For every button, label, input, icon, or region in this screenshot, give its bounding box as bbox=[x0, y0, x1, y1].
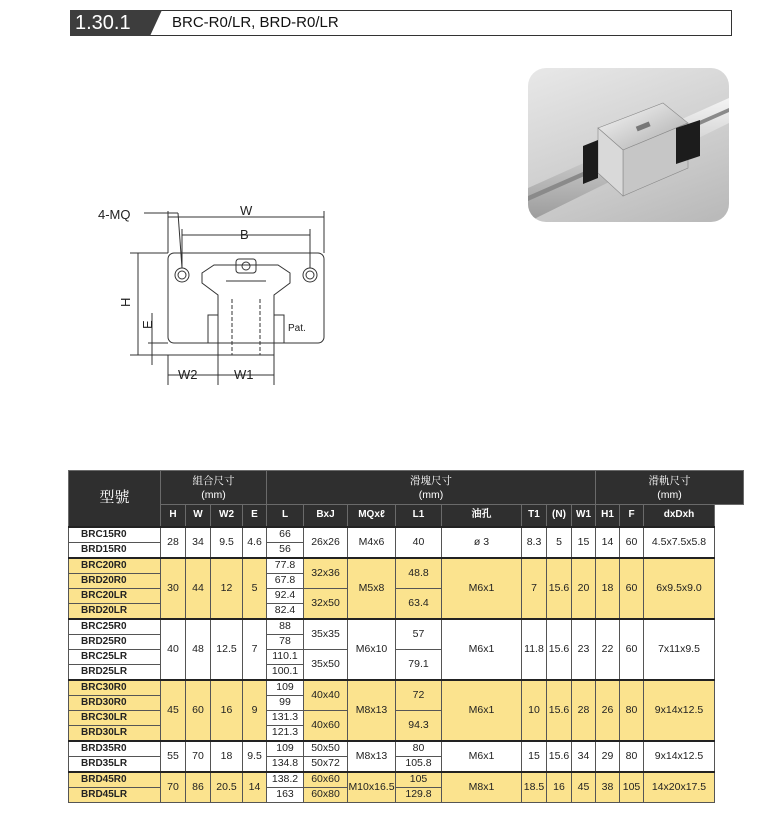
cell-w2: 20.5 bbox=[211, 772, 243, 803]
cell-l: 92.4 bbox=[267, 588, 304, 603]
cell-f: 80 bbox=[620, 741, 644, 772]
label-w2: W2 bbox=[178, 367, 198, 382]
cell-mq: M5x8 bbox=[348, 558, 396, 619]
th-col-9: T1 bbox=[522, 505, 547, 527]
th-col-0: H bbox=[161, 505, 186, 527]
cell-e: 7 bbox=[243, 619, 267, 680]
cell-t1: 11.8 bbox=[522, 619, 547, 680]
model-cell: BRC30R0 bbox=[69, 680, 161, 696]
cell-w1: 28 bbox=[572, 680, 596, 741]
cell-h: 70 bbox=[161, 772, 186, 803]
cell-l: 82.4 bbox=[267, 603, 304, 619]
section-number: 1.30.1 bbox=[70, 10, 150, 36]
model-cell: BRD30LR bbox=[69, 725, 161, 741]
table-row bbox=[69, 741, 744, 757]
cell-h1: 18 bbox=[596, 558, 620, 619]
cell-bxj: 32x50 bbox=[304, 588, 348, 619]
table-row bbox=[69, 527, 744, 543]
cell-l1: 57 bbox=[396, 619, 442, 650]
cell-dxdxh: 9x14x12.5 bbox=[644, 741, 715, 772]
cell-dxdxh: 14x20x17.5 bbox=[644, 772, 715, 803]
th-col-6: MQxℓ bbox=[348, 505, 396, 527]
section-number-slant bbox=[150, 10, 162, 36]
th-group-assembly-l2: (mm) bbox=[201, 488, 226, 501]
cell-dxdxh: 9x14x12.5 bbox=[644, 680, 715, 741]
cell-bxj: 50x50 bbox=[304, 741, 348, 757]
cell-e: 9.5 bbox=[243, 741, 267, 772]
model-cell: BRC20LR bbox=[69, 588, 161, 603]
label-h: H bbox=[118, 297, 133, 307]
cell-l: 138.2 bbox=[267, 772, 304, 788]
model-cell: BRC20R0 bbox=[69, 558, 161, 574]
linear-guide-image bbox=[528, 68, 729, 222]
th-group-rail bbox=[596, 471, 744, 505]
spec-table-body bbox=[69, 527, 744, 803]
cell-h1: 22 bbox=[596, 619, 620, 680]
cell-l: 67.8 bbox=[267, 573, 304, 588]
cell-bxj: 35x35 bbox=[304, 619, 348, 650]
th-col-5: BxJ bbox=[304, 505, 348, 527]
table-row bbox=[69, 680, 744, 696]
cell-w2: 12 bbox=[211, 558, 243, 619]
cross-section-drawing bbox=[90, 195, 350, 395]
model-cell: BRD45R0 bbox=[69, 772, 161, 788]
cell-h: 45 bbox=[161, 680, 186, 741]
th-group-block bbox=[267, 471, 596, 505]
label-pat: Pat. bbox=[288, 323, 306, 334]
cell-l1: 94.3 bbox=[396, 710, 442, 741]
th-group-block-l2: (mm) bbox=[418, 488, 444, 501]
cell-n: 16 bbox=[547, 772, 572, 803]
cell-f: 60 bbox=[620, 558, 644, 619]
cell-w1: 23 bbox=[572, 619, 596, 680]
cell-h1: 26 bbox=[596, 680, 620, 741]
page-title: BRC-R0/LR, BRD-R0/LR bbox=[172, 14, 339, 31]
cell-bxj: 32x36 bbox=[304, 558, 348, 589]
cell-dxdxh: 7x11x9.5 bbox=[644, 619, 715, 680]
th-group-assembly-l1: 組合尺寸 bbox=[192, 474, 235, 487]
cell-l: 134.8 bbox=[267, 756, 304, 772]
cell-oil: M6x1 bbox=[442, 558, 522, 619]
cell-w2: 12.5 bbox=[211, 619, 243, 680]
model-cell: BRD15R0 bbox=[69, 542, 161, 558]
cell-oil: ø 3 bbox=[442, 527, 522, 558]
cell-w2: 16 bbox=[211, 680, 243, 741]
label-b: B bbox=[240, 227, 249, 242]
cell-mq: M6x10 bbox=[348, 619, 396, 680]
cell-w: 34 bbox=[186, 527, 211, 558]
cell-h: 40 bbox=[161, 619, 186, 680]
cell-w1: 34 bbox=[572, 741, 596, 772]
cell-l1: 105.8 bbox=[396, 756, 442, 772]
th-col-10: (N) bbox=[547, 505, 572, 527]
cell-oil: M8x1 bbox=[442, 772, 522, 803]
model-cell: BRD45LR bbox=[69, 787, 161, 802]
model-cell: BRD35LR bbox=[69, 756, 161, 772]
cell-l1: 40 bbox=[396, 527, 442, 558]
cell-f: 105 bbox=[620, 772, 644, 803]
cell-w: 44 bbox=[186, 558, 211, 619]
cell-w: 48 bbox=[186, 619, 211, 680]
table-row bbox=[69, 558, 744, 574]
cell-l: 66 bbox=[267, 527, 304, 543]
cell-oil: M6x1 bbox=[442, 619, 522, 680]
cell-oil: M6x1 bbox=[442, 680, 522, 741]
cell-w2: 9.5 bbox=[211, 527, 243, 558]
label-e: E bbox=[140, 320, 155, 329]
cell-l1: 80 bbox=[396, 741, 442, 757]
cell-l: 131.3 bbox=[267, 710, 304, 725]
th-group-rail-l1: 滑軌尺寸 bbox=[648, 474, 691, 487]
cell-n: 5 bbox=[547, 527, 572, 558]
th-col-3: E bbox=[243, 505, 267, 527]
cell-n: 15.6 bbox=[547, 680, 572, 741]
cell-f: 60 bbox=[620, 527, 644, 558]
cell-l1: 105 bbox=[396, 772, 442, 788]
cell-bxj: 40x40 bbox=[304, 680, 348, 711]
cell-w1: 15 bbox=[572, 527, 596, 558]
cell-l: 100.1 bbox=[267, 664, 304, 680]
th-col-4: L bbox=[267, 505, 304, 527]
cell-bxj: 35x50 bbox=[304, 649, 348, 680]
model-cell: BRC25R0 bbox=[69, 619, 161, 635]
cell-bxj: 60x80 bbox=[304, 787, 348, 802]
cell-mq: M4x6 bbox=[348, 527, 396, 558]
column-header-row bbox=[69, 505, 744, 527]
th-group-block-l1: 滑塊尺寸 bbox=[410, 474, 452, 487]
th-group-assembly bbox=[161, 471, 267, 505]
cell-h: 28 bbox=[161, 527, 186, 558]
cell-l1: 63.4 bbox=[396, 588, 442, 619]
cell-w: 60 bbox=[186, 680, 211, 741]
cell-e: 9 bbox=[243, 680, 267, 741]
model-cell: BRC30LR bbox=[69, 710, 161, 725]
table-row bbox=[69, 619, 744, 635]
th-col-11: W1 bbox=[572, 505, 596, 527]
th-col-14: dxDxh bbox=[644, 505, 715, 527]
cell-l1: 129.8 bbox=[396, 787, 442, 802]
spec-table bbox=[68, 470, 744, 803]
th-col-2: W2 bbox=[211, 505, 243, 527]
cell-l: 109 bbox=[267, 680, 304, 696]
model-cell: BRD25LR bbox=[69, 664, 161, 680]
label-w: W bbox=[240, 203, 253, 218]
table-row bbox=[69, 772, 744, 788]
cell-t1: 10 bbox=[522, 680, 547, 741]
cell-h1: 38 bbox=[596, 772, 620, 803]
model-cell: BRC25LR bbox=[69, 649, 161, 664]
cell-t1: 15 bbox=[522, 741, 547, 772]
cell-h1: 29 bbox=[596, 741, 620, 772]
cell-dxdxh: 6x9.5x9.0 bbox=[644, 558, 715, 619]
cell-bxj: 40x60 bbox=[304, 710, 348, 741]
model-cell: BRD25R0 bbox=[69, 634, 161, 649]
cell-l1: 79.1 bbox=[396, 649, 442, 680]
cell-e: 14 bbox=[243, 772, 267, 803]
cell-f: 80 bbox=[620, 680, 644, 741]
model-cell: BRD35R0 bbox=[69, 741, 161, 757]
model-cell: BRD20R0 bbox=[69, 573, 161, 588]
cell-e: 4.6 bbox=[243, 527, 267, 558]
cell-oil: M6x1 bbox=[442, 741, 522, 772]
cell-bxj: 26x26 bbox=[304, 527, 348, 558]
th-group-rail-l2: (mm) bbox=[657, 488, 682, 501]
th-col-8: 油孔 bbox=[442, 505, 522, 527]
cell-w: 70 bbox=[186, 741, 211, 772]
cell-w: 86 bbox=[186, 772, 211, 803]
cell-l: 78 bbox=[267, 634, 304, 649]
cell-e: 5 bbox=[243, 558, 267, 619]
cell-h: 30 bbox=[161, 558, 186, 619]
th-col-13: F bbox=[620, 505, 644, 527]
cell-dxdxh: 4.5x7.5x5.8 bbox=[644, 527, 715, 558]
cell-l: 163 bbox=[267, 787, 304, 802]
th-model: 型號 bbox=[69, 471, 161, 527]
label-w1: W1 bbox=[234, 367, 254, 382]
cell-l: 99 bbox=[267, 695, 304, 710]
model-cell: BRD20LR bbox=[69, 603, 161, 619]
cell-n: 15.6 bbox=[547, 619, 572, 680]
th-col-1: W bbox=[186, 505, 211, 527]
cell-l: 77.8 bbox=[267, 558, 304, 574]
cell-l: 109 bbox=[267, 741, 304, 757]
cell-w1: 45 bbox=[572, 772, 596, 803]
product-photo bbox=[528, 68, 729, 222]
cell-mq: M8x13 bbox=[348, 680, 396, 741]
cell-w2: 18 bbox=[211, 741, 243, 772]
cell-h: 55 bbox=[161, 741, 186, 772]
header-frame bbox=[70, 10, 732, 36]
cell-n: 15.6 bbox=[547, 558, 572, 619]
th-col-12: H1 bbox=[596, 505, 620, 527]
cell-l: 56 bbox=[267, 542, 304, 558]
cell-l1: 48.8 bbox=[396, 558, 442, 589]
cell-mq: M8x13 bbox=[348, 741, 396, 772]
cell-w1: 20 bbox=[572, 558, 596, 619]
cell-n: 15.6 bbox=[547, 741, 572, 772]
cell-t1: 7 bbox=[522, 558, 547, 619]
cell-l: 110.1 bbox=[267, 649, 304, 664]
cell-h1: 14 bbox=[596, 527, 620, 558]
cell-bxj: 50x72 bbox=[304, 756, 348, 772]
cell-l: 88 bbox=[267, 619, 304, 635]
cell-f: 60 bbox=[620, 619, 644, 680]
cell-bxj: 60x60 bbox=[304, 772, 348, 788]
model-cell: BRC15R0 bbox=[69, 527, 161, 543]
th-col-7: L1 bbox=[396, 505, 442, 527]
cell-l: 121.3 bbox=[267, 725, 304, 741]
cell-mq: M10x16.5 bbox=[348, 772, 396, 803]
cell-t1: 18.5 bbox=[522, 772, 547, 803]
cross-section-svg bbox=[90, 195, 350, 390]
cell-l1: 72 bbox=[396, 680, 442, 711]
label-4mq: 4-MQ bbox=[98, 207, 131, 222]
cell-t1: 8.3 bbox=[522, 527, 547, 558]
model-cell: BRD30R0 bbox=[69, 695, 161, 710]
